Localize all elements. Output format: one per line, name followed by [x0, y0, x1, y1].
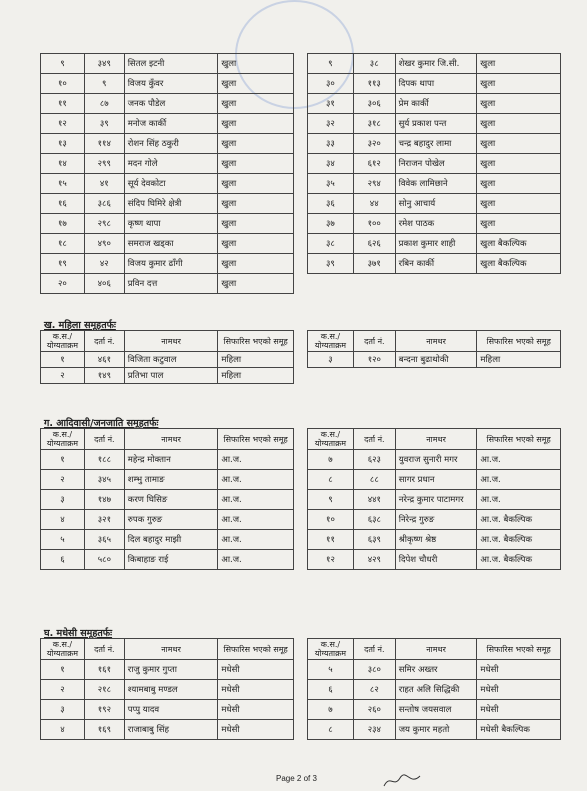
table-row: [41, 720, 294, 740]
col-darta: दर्ता नं.: [353, 639, 395, 660]
darta-cell: १६९: [84, 720, 124, 740]
table-row: [41, 510, 294, 530]
group-cell: मधेसी बैकल्पिक: [477, 720, 561, 740]
table-row: [308, 154, 561, 174]
name-cell: रबिन कार्की: [395, 254, 477, 274]
group-cell: खुला: [218, 54, 294, 74]
darta-cell: ३२१: [84, 510, 124, 530]
darta-cell: १९२: [84, 700, 124, 720]
table-row: [41, 368, 294, 384]
name-cell: जय कुमार महतो: [395, 720, 477, 740]
name-cell: विजिता कटुवाल: [124, 352, 218, 368]
col-naam: नामथर: [395, 429, 477, 450]
table-row: [41, 94, 294, 114]
name-cell: सोनु आचार्य: [395, 194, 477, 214]
group-cell: खुला: [218, 134, 294, 154]
table-row: [308, 134, 561, 154]
name-cell: प्रविन दत्त: [124, 274, 218, 294]
serial-cell: ११: [41, 94, 85, 114]
group-cell: खुला: [218, 214, 294, 234]
darta-cell: ६१२: [353, 154, 395, 174]
serial-cell: ३४: [308, 154, 354, 174]
madhesi-section-title: घ. मधेसी समूहतर्फः: [44, 628, 113, 639]
table-row: [41, 154, 294, 174]
table-row: [41, 680, 294, 700]
darta-cell: ९: [84, 74, 124, 94]
serial-cell: २: [41, 368, 85, 384]
name-cell: सितल इटनी: [124, 54, 218, 74]
serial-cell: ८: [308, 470, 354, 490]
group-cell: खुला: [218, 114, 294, 134]
table-row: [308, 234, 561, 254]
name-cell: संदिप घिमिरे क्षेत्री: [124, 194, 218, 214]
group-cell: आ.ज.: [218, 490, 294, 510]
name-cell: समराज खड्का: [124, 234, 218, 254]
group-cell: मधेसी: [218, 680, 294, 700]
group-cell: खुला: [477, 214, 561, 234]
darta-cell: २१८: [84, 680, 124, 700]
table-row: [41, 550, 294, 570]
group-cell: खुला: [218, 154, 294, 174]
darta-cell: ३२०: [353, 134, 395, 154]
group-cell: आ.ज. बैकल्पिक: [477, 510, 561, 530]
name-cell: जनक पौडेल: [124, 94, 218, 114]
col-darta: दर्ता नं.: [353, 331, 395, 352]
table-row: [41, 352, 294, 368]
col-sifaris: सिफारिस भएको समूह: [218, 331, 294, 352]
serial-cell: ३६: [308, 194, 354, 214]
group-cell: मधेसी: [477, 660, 561, 680]
table-row: [41, 74, 294, 94]
darta-cell: ८२: [353, 680, 395, 700]
table-row: [41, 194, 294, 214]
col-darta: दर्ता नं.: [84, 429, 124, 450]
darta-cell: १४७: [84, 490, 124, 510]
name-cell: रुपक गुरुङ: [124, 510, 218, 530]
group-cell: खुला: [477, 114, 561, 134]
col-naam: नामथर: [395, 331, 477, 352]
table-row: [308, 450, 561, 470]
table-row: [41, 700, 294, 720]
darta-cell: १६१: [84, 660, 124, 680]
darta-cell: ३७१: [353, 254, 395, 274]
name-cell: करण घिसिङ: [124, 490, 218, 510]
table-row: [41, 234, 294, 254]
group-cell: आ.ज.: [218, 470, 294, 490]
name-cell: महेन्द्र मोक्तान: [124, 450, 218, 470]
col-ks: क.स./ योग्यताक्रम: [41, 639, 85, 660]
group-cell: आ.ज.: [477, 470, 561, 490]
col-ks: क.स./ योग्यताक्रम: [308, 429, 354, 450]
table-row: [41, 470, 294, 490]
group-cell: आ.ज.: [477, 450, 561, 470]
group-cell: खुला बैकल्पिक: [477, 234, 561, 254]
serial-cell: ३३: [308, 134, 354, 154]
darta-cell: १००: [353, 214, 395, 234]
serial-cell: १६: [41, 194, 85, 214]
darta-cell: २९९: [84, 154, 124, 174]
darta-cell: २६०: [353, 700, 395, 720]
group-cell: आ.ज.: [218, 510, 294, 530]
serial-cell: ५: [41, 530, 85, 550]
col-ks: क.स./ योग्यताक्रम: [308, 331, 354, 352]
group-cell: खुला: [477, 54, 561, 74]
group-cell: महिला: [218, 368, 294, 384]
darta-cell: ३८६: [84, 194, 124, 214]
table-row: [308, 74, 561, 94]
serial-cell: ३०: [308, 74, 354, 94]
serial-cell: ३१: [308, 94, 354, 114]
group-cell: खुला: [218, 274, 294, 294]
name-cell: दिल बहादुर माझी: [124, 530, 218, 550]
serial-cell: १३: [41, 134, 85, 154]
serial-cell: ३२: [308, 114, 354, 134]
group-cell: मधेसी: [218, 720, 294, 740]
signature-mark: [382, 772, 422, 790]
name-cell: राजु कुमार गुप्ता: [124, 660, 218, 680]
table-row: [308, 194, 561, 214]
serial-cell: १२: [41, 114, 85, 134]
name-cell: दिपेश चौधरी: [395, 550, 477, 570]
col-sifaris: सिफारिस भएको समूह: [477, 331, 561, 352]
serial-cell: १: [41, 352, 85, 368]
col-naam: नामथर: [124, 429, 218, 450]
serial-cell: ९: [41, 54, 85, 74]
serial-cell: २०: [41, 274, 85, 294]
group-cell: आ.ज. बैकल्पिक: [477, 530, 561, 550]
group-cell: आ.ज.: [477, 490, 561, 510]
col-darta: दर्ता नं.: [353, 429, 395, 450]
table-row: [41, 114, 294, 134]
darta-cell: ४६१: [84, 352, 124, 368]
darta-cell: ४०६: [84, 274, 124, 294]
group-cell: खुला: [477, 174, 561, 194]
table-row: [308, 94, 561, 114]
darta-cell: ३८: [353, 54, 395, 74]
serial-cell: ३: [308, 352, 354, 368]
serial-cell: ३९: [308, 254, 354, 274]
serial-cell: २: [41, 470, 85, 490]
table-row: [41, 134, 294, 154]
name-cell: दिपक थापा: [395, 74, 477, 94]
open-table-right: [307, 53, 561, 274]
serial-cell: ३७: [308, 214, 354, 234]
name-cell: प्रतिभा पाल: [124, 368, 218, 384]
col-sifaris: सिफारिस भएको समूह: [218, 639, 294, 660]
serial-cell: १: [41, 450, 85, 470]
group-cell: खुला: [477, 194, 561, 214]
name-cell: श्रीकृष्ण श्रेष्ठ: [395, 530, 477, 550]
serial-cell: ११: [308, 530, 354, 550]
col-darta: दर्ता नं.: [84, 331, 124, 352]
group-cell: खुला: [218, 254, 294, 274]
darta-cell: १२०: [353, 352, 395, 368]
name-cell: विजय कुँवर: [124, 74, 218, 94]
serial-cell: ४: [41, 720, 85, 740]
darta-cell: ६२६: [353, 234, 395, 254]
serial-cell: ७: [308, 700, 354, 720]
name-cell: शेखर कुमार जि.सी.: [395, 54, 477, 74]
table-row: [41, 214, 294, 234]
table-row: [308, 510, 561, 530]
darta-cell: २९४: [353, 174, 395, 194]
name-cell: चन्द्र बहादुर लामा: [395, 134, 477, 154]
serial-cell: ३८: [308, 234, 354, 254]
table-row: [308, 550, 561, 570]
darta-cell: ३४५: [84, 470, 124, 490]
col-naam: नामथर: [395, 639, 477, 660]
table-row: [41, 174, 294, 194]
name-cell: पप्पु यादव: [124, 700, 218, 720]
darta-cell: ४२: [84, 254, 124, 274]
group-cell: मधेसी: [477, 700, 561, 720]
serial-cell: ८: [308, 720, 354, 740]
women-table-left: [40, 330, 294, 384]
serial-cell: १८: [41, 234, 85, 254]
serial-cell: ६: [41, 550, 85, 570]
name-cell: बन्दना बुढाथोकी: [395, 352, 477, 368]
table-row: [308, 720, 561, 740]
darta-cell: ३६५: [84, 530, 124, 550]
darta-cell: २३४: [353, 720, 395, 740]
table-row: [308, 490, 561, 510]
serial-cell: ३: [41, 490, 85, 510]
table-row: [308, 680, 561, 700]
group-cell: आ.ज. बैकल्पिक: [477, 550, 561, 570]
serial-cell: ३: [41, 700, 85, 720]
darta-cell: ४९०: [84, 234, 124, 254]
name-cell: मनोज कार्की: [124, 114, 218, 134]
serial-cell: ३५: [308, 174, 354, 194]
serial-cell: ४: [41, 510, 85, 530]
col-ks: क.स./ योग्यताक्रम: [41, 429, 85, 450]
name-cell: विजय कुमार ढाँगी: [124, 254, 218, 274]
darta-cell: ३४९: [84, 54, 124, 74]
table-row: [41, 450, 294, 470]
darta-cell: ४१: [84, 174, 124, 194]
serial-cell: ९: [308, 54, 354, 74]
col-naam: नामथर: [124, 639, 218, 660]
group-cell: खुला: [477, 94, 561, 114]
darta-cell: ४४: [353, 194, 395, 214]
darta-cell: ६२३: [353, 450, 395, 470]
serial-cell: १०: [41, 74, 85, 94]
darta-cell: ५८०: [84, 550, 124, 570]
darta-cell: ११३: [353, 74, 395, 94]
page-number: Page 2 of 3: [276, 774, 317, 783]
serial-cell: १: [41, 660, 85, 680]
darta-cell: ३९: [84, 114, 124, 134]
darta-cell: १८८: [84, 450, 124, 470]
group-cell: खुला बैकल्पिक: [477, 254, 561, 274]
darta-cell: ४४१: [353, 490, 395, 510]
name-cell: प्रकाश कुमार शाही: [395, 234, 477, 254]
darta-cell: ८७: [84, 94, 124, 114]
name-cell: राजाबाबु सिंह: [124, 720, 218, 740]
darta-cell: २९८: [84, 214, 124, 234]
name-cell: सुर्य प्रकाश पन्त: [395, 114, 477, 134]
table-row: [308, 214, 561, 234]
serial-cell: १५: [41, 174, 85, 194]
name-cell: सूर्य देवकोटा: [124, 174, 218, 194]
darta-cell: ६३८: [353, 510, 395, 530]
darta-cell: ११४: [84, 134, 124, 154]
darta-cell: ३०६: [353, 94, 395, 114]
table-row: [308, 700, 561, 720]
janajati-section-title: ग. आदिवासी/जनजाति समूहतर्फः: [44, 418, 159, 429]
table-row: [308, 660, 561, 680]
name-cell: प्रेम कार्की: [395, 94, 477, 114]
name-cell: नरेन्द्र कुमार पाटामगर: [395, 490, 477, 510]
serial-cell: ९: [308, 490, 354, 510]
serial-cell: ७: [308, 450, 354, 470]
table-row: [308, 254, 561, 274]
madhesi-table-left: [40, 638, 294, 740]
name-cell: कृष्ण थापा: [124, 214, 218, 234]
table-row: [308, 174, 561, 194]
name-cell: रोशन सिंह ठकुरी: [124, 134, 218, 154]
group-cell: खुला: [218, 194, 294, 214]
madhesi-table-right: [307, 638, 561, 740]
darta-cell: ३८०: [353, 660, 395, 680]
group-cell: खुला: [218, 94, 294, 114]
name-cell: सागर प्रधान: [395, 470, 477, 490]
open-table-left: [40, 53, 294, 294]
serial-cell: १२: [308, 550, 354, 570]
group-cell: खुला: [218, 234, 294, 254]
group-cell: मधेसी: [218, 700, 294, 720]
col-sifaris: सिफारिस भएको समूह: [477, 639, 561, 660]
darta-cell: ४२९: [353, 550, 395, 570]
janajati-table-left: [40, 428, 294, 570]
table-row: [41, 254, 294, 274]
name-cell: निराजन पोखेल: [395, 154, 477, 174]
group-cell: आ.ज.: [218, 550, 294, 570]
janajati-table-right: [307, 428, 561, 570]
table-row: [308, 114, 561, 134]
name-cell: रमेश पाठक: [395, 214, 477, 234]
table-row: [308, 54, 561, 74]
group-cell: महिला: [477, 352, 561, 368]
table-row: [41, 274, 294, 294]
serial-cell: ५: [308, 660, 354, 680]
name-cell: समिर अख्तर: [395, 660, 477, 680]
serial-cell: १९: [41, 254, 85, 274]
group-cell: मधेसी: [218, 660, 294, 680]
serial-cell: २: [41, 680, 85, 700]
darta-cell: ८८: [353, 470, 395, 490]
table-row: [41, 530, 294, 550]
serial-cell: १४: [41, 154, 85, 174]
name-cell: मदन गोले: [124, 154, 218, 174]
serial-cell: ६: [308, 680, 354, 700]
serial-cell: १७: [41, 214, 85, 234]
darta-cell: ३१८: [353, 114, 395, 134]
table-row: [41, 660, 294, 680]
name-cell: सन्तोष जयसवाल: [395, 700, 477, 720]
serial-cell: १०: [308, 510, 354, 530]
group-cell: खुला: [477, 154, 561, 174]
table-row: [308, 470, 561, 490]
col-naam: नामथर: [124, 331, 218, 352]
name-cell: राहत अलि सिद्धिकी: [395, 680, 477, 700]
group-cell: मधेसी: [477, 680, 561, 700]
group-cell: खुला: [218, 174, 294, 194]
name-cell: निरेन्द्र गुरुङ: [395, 510, 477, 530]
group-cell: खुला: [218, 74, 294, 94]
group-cell: खुला: [477, 134, 561, 154]
darta-cell: ६३९: [353, 530, 395, 550]
name-cell: किबाहाङ राई: [124, 550, 218, 570]
women-section-title: ख. महिला समूहतर्फः: [44, 320, 116, 331]
women-table-right: [307, 330, 561, 368]
table-row: [41, 54, 294, 74]
col-ks: क.स./ योग्यताक्रम: [308, 639, 354, 660]
darta-cell: १४९: [84, 368, 124, 384]
table-row: [308, 352, 561, 368]
col-darta: दर्ता नं.: [84, 639, 124, 660]
name-cell: शम्भु तामाङ: [124, 470, 218, 490]
col-ks: क.स./ योग्यताक्रम: [41, 331, 85, 352]
name-cell: विवेक लामिछाने: [395, 174, 477, 194]
group-cell: महिला: [218, 352, 294, 368]
name-cell: श्यामबाबु मण्डल: [124, 680, 218, 700]
table-row: [308, 530, 561, 550]
group-cell: खुला: [477, 74, 561, 94]
table-row: [41, 490, 294, 510]
group-cell: आ.ज.: [218, 450, 294, 470]
name-cell: युवराज सुनारी मगर: [395, 450, 477, 470]
col-sifaris: सिफारिस भएको समूह: [477, 429, 561, 450]
col-sifaris: सिफारिस भएको समूह: [218, 429, 294, 450]
group-cell: आ.ज.: [218, 530, 294, 550]
